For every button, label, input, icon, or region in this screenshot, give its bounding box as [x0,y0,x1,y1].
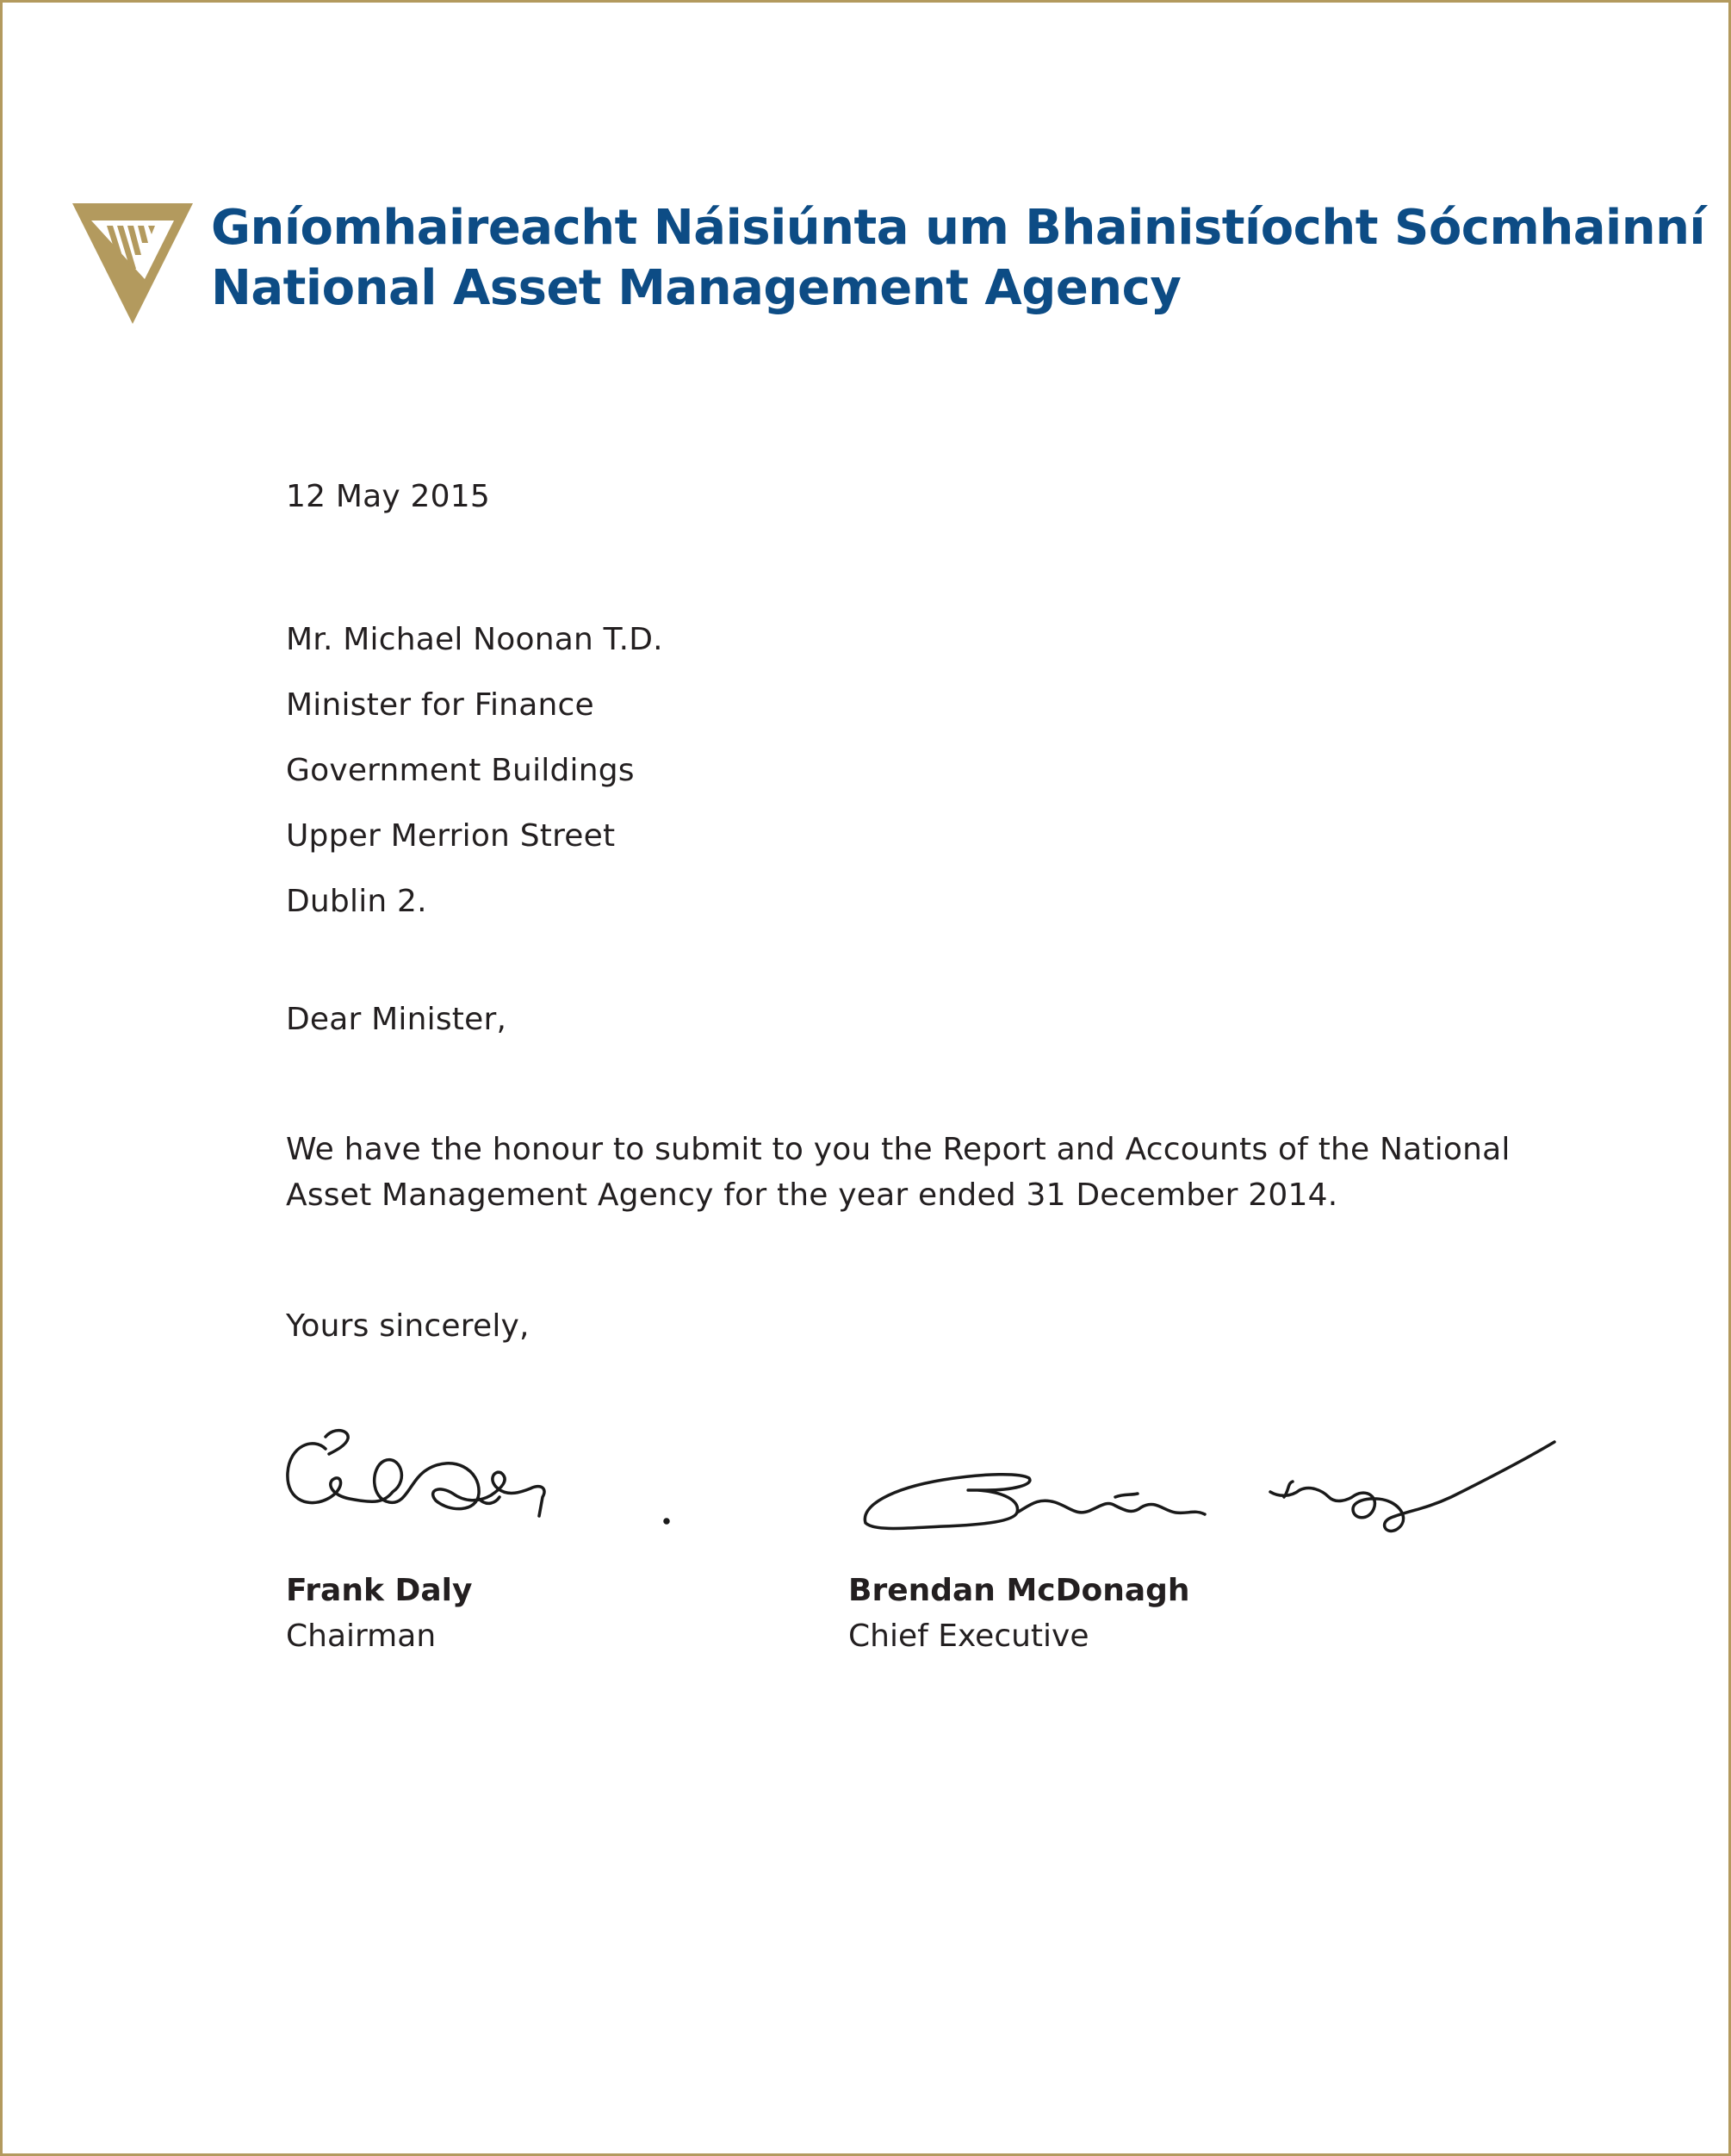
signatory-frank-daly [286,1568,472,1659]
salutation: Dear Minister, [286,1002,507,1037]
signatory-name: Brendan McDonagh [848,1573,1190,1608]
recipient-address [286,607,663,935]
signature-frank-daly [281,1420,686,1540]
recipient-building: Government Buildings [286,753,635,788]
recipient-title: Minister for Finance [286,687,594,723]
signature-brendan-mcdonagh [857,1437,1563,1540]
recipient-name: Mr. Michael Noonan T.D. [286,622,663,657]
agency-name [211,198,1705,319]
recipient-city: Dublin 2. [286,884,427,919]
signatory-name: Frank Daly [286,1573,473,1608]
recipient-street: Upper Merrion Street [286,818,616,854]
agency-name-english: National Asset Management Agency [211,260,1182,316]
agency-name-irish: Gníomhaireacht Náisiúnta um Bhainistíocht Sócmhainní [211,200,1706,256]
letter-body: We have the honour to submit to you the Report and Accounts of the National Asset Management Agency for the year ended 31 December 2014. [286,1132,1511,1213]
signatory-role: Chairman [286,1619,437,1654]
signatory-brendan-mcdonagh [848,1568,1190,1659]
signatory-role: Chief Executive [848,1619,1089,1654]
letter-date: 12 May 2015 [286,479,490,514]
harp-triangle-icon [72,203,193,324]
closing: Yours sincerely, [286,1308,530,1344]
